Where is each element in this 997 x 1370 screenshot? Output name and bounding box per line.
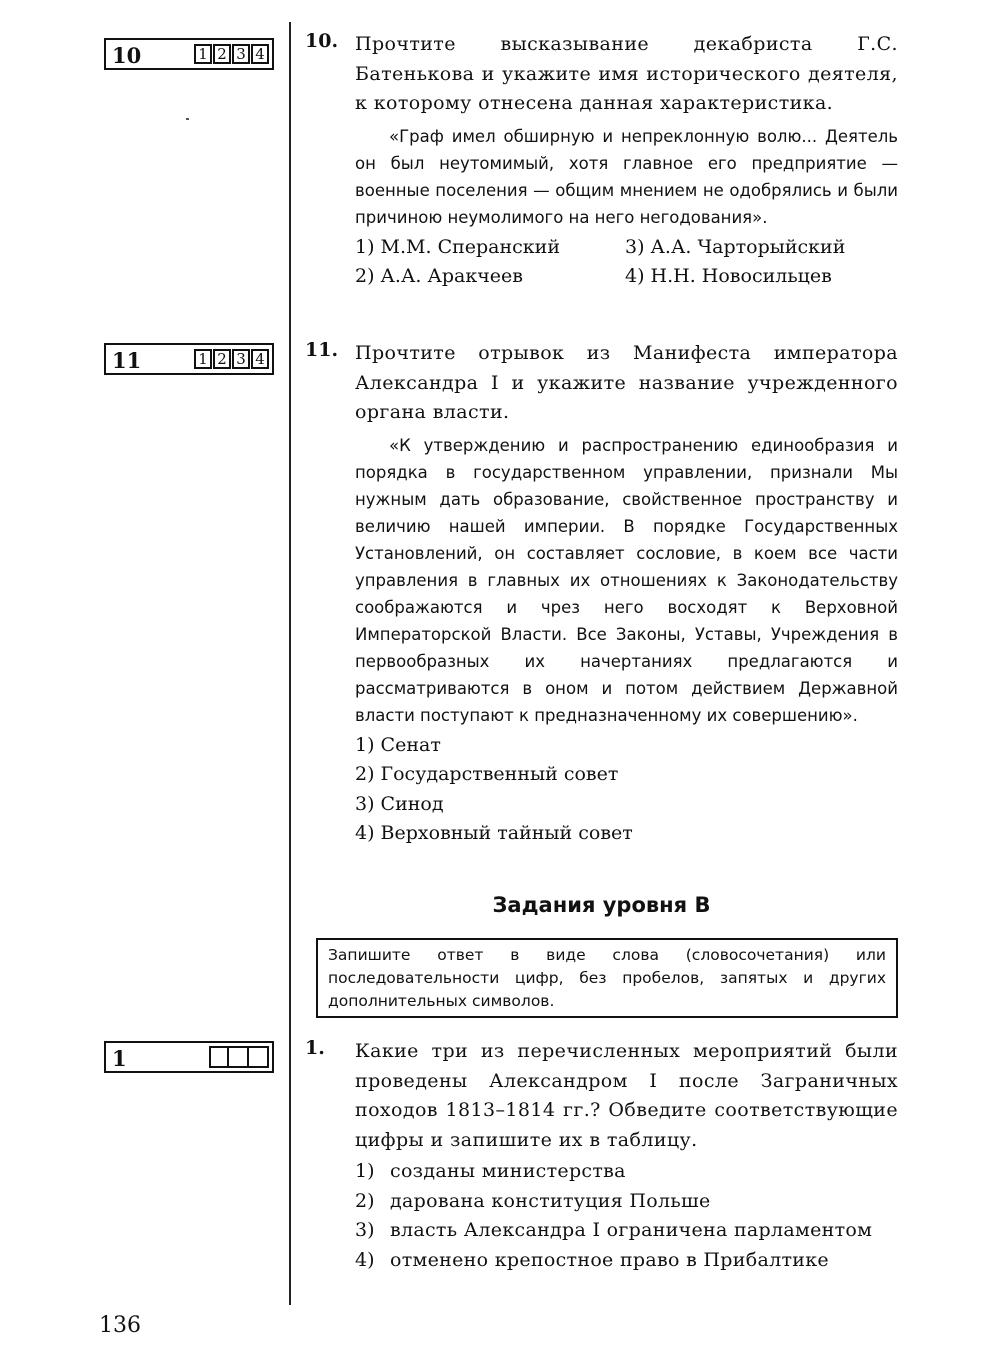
option-text: отменено крепостное право в Прибалтике — [390, 1248, 829, 1271]
option-item[interactable] — [355, 1157, 898, 1187]
option-number: 1) — [355, 1160, 375, 1182]
answer-box-label: 10 — [112, 43, 142, 68]
answer-cell[interactable] — [249, 1046, 269, 1068]
question-text: Прочтите отрывок из Манифеста императора Александра I и укажите название учрежденного органа власти. — [355, 342, 898, 423]
option-number: 2) — [355, 1189, 375, 1212]
options-list — [355, 1157, 898, 1275]
question-11 — [305, 339, 898, 849]
option-item[interactable]: 3) А.А. Чарторыйский — [625, 235, 846, 258]
answer-cell[interactable]: 1 — [194, 349, 212, 369]
margin-divider-line — [289, 22, 291, 1305]
answer-box-q10[interactable] — [104, 38, 274, 70]
option-item[interactable] — [355, 1246, 898, 1276]
answer-box-label: 1 — [112, 1046, 127, 1071]
option-item[interactable]: 4) Верховный тайный совет — [355, 822, 633, 844]
question-10 — [305, 30, 898, 292]
option-item[interactable]: 4) Н.Н. Новосильцев — [625, 265, 832, 287]
option-number: 3) — [355, 1219, 375, 1241]
answer-cell[interactable]: 2 — [213, 349, 231, 369]
question-text: Прочтите высказывание декабриста Г.С. Батенькова и укажите имя исторического деятеля, к которому отнесена данная характеристика. — [355, 33, 898, 114]
answer-cell[interactable]: 1 — [194, 44, 212, 64]
answer-box-b1[interactable] — [104, 1041, 274, 1073]
answer-cell[interactable]: 3 — [232, 349, 250, 369]
option-number: 4) — [355, 1248, 375, 1271]
option-text: созданы министерства — [390, 1160, 626, 1182]
option-item[interactable]: 1) Сенат — [355, 733, 441, 756]
options-list — [355, 233, 898, 292]
answer-cell[interactable]: 2 — [213, 44, 231, 64]
page-number: 136 — [99, 1313, 141, 1338]
instruction-box: Запишите ответ в виде слова (словосочетания) или последовательности цифр, без пробелов, запятых и других дополнительных символов. — [316, 938, 898, 1018]
option-item[interactable] — [355, 1187, 898, 1217]
answer-cell[interactable]: 4 — [251, 349, 269, 369]
question-number: 1. — [305, 1037, 325, 1059]
option-item[interactable]: 3) Синод — [355, 792, 444, 815]
answer-box-label: 11 — [112, 348, 142, 373]
option-item[interactable]: 2) Государственный совет — [355, 763, 619, 785]
answer-cell[interactable]: 3 — [232, 44, 250, 64]
question-number: 10. — [305, 30, 339, 52]
option-text: дарована конституция Польше — [390, 1189, 711, 1212]
answer-cell[interactable] — [209, 1046, 229, 1068]
question-text: Какие три из перечисленных мероприятий были проведены Александром I после Заграничных походов 1813–1814 гг.? Обведите соответствующие цифры и запишите их в таблицу. — [355, 1040, 898, 1151]
answer-cell[interactable]: 4 — [251, 44, 269, 64]
speck — [186, 118, 189, 120]
answer-box-q11[interactable] — [104, 343, 274, 375]
question-number: 11. — [305, 339, 339, 361]
quote-text: «Граф имел обширную и непреклонную волю... Деятель он был неутомимый, хотя главное его предприятие — военные поселения — общим мнением не одобрялись и были причиною неумолимого на него негодования». — [355, 126, 898, 227]
option-text: власть Александра I ограничена парламентом — [390, 1219, 873, 1241]
option-item[interactable]: 1) М.М. Сперанский — [355, 235, 561, 258]
question-b1 — [305, 1037, 898, 1275]
options-list — [355, 731, 898, 849]
answer-cell[interactable] — [229, 1046, 249, 1068]
option-item[interactable] — [355, 1216, 898, 1246]
quote-text: «К утверждению и распространению единообразия и порядка в государственном управлении, признали Мы нужным дать образование, свойственное пространству и величию нашей империи. В порядке Государственных Установлений, он составляет сословие, в коем все части управления в главных их отношениях к Законодательству соображаются и чрез него восходят к Верховной Императорской Власти. Все Законы, Уставы, Учреждения в первообразных их начертаниях предлагаются и рассматриваются в оном и потом действием Державной власти поступают к предназначенному их совершению». — [355, 435, 898, 725]
section-title: Задания уровня B — [492, 893, 711, 917]
option-item[interactable]: 2) А.А. Аракчеев — [355, 265, 523, 287]
